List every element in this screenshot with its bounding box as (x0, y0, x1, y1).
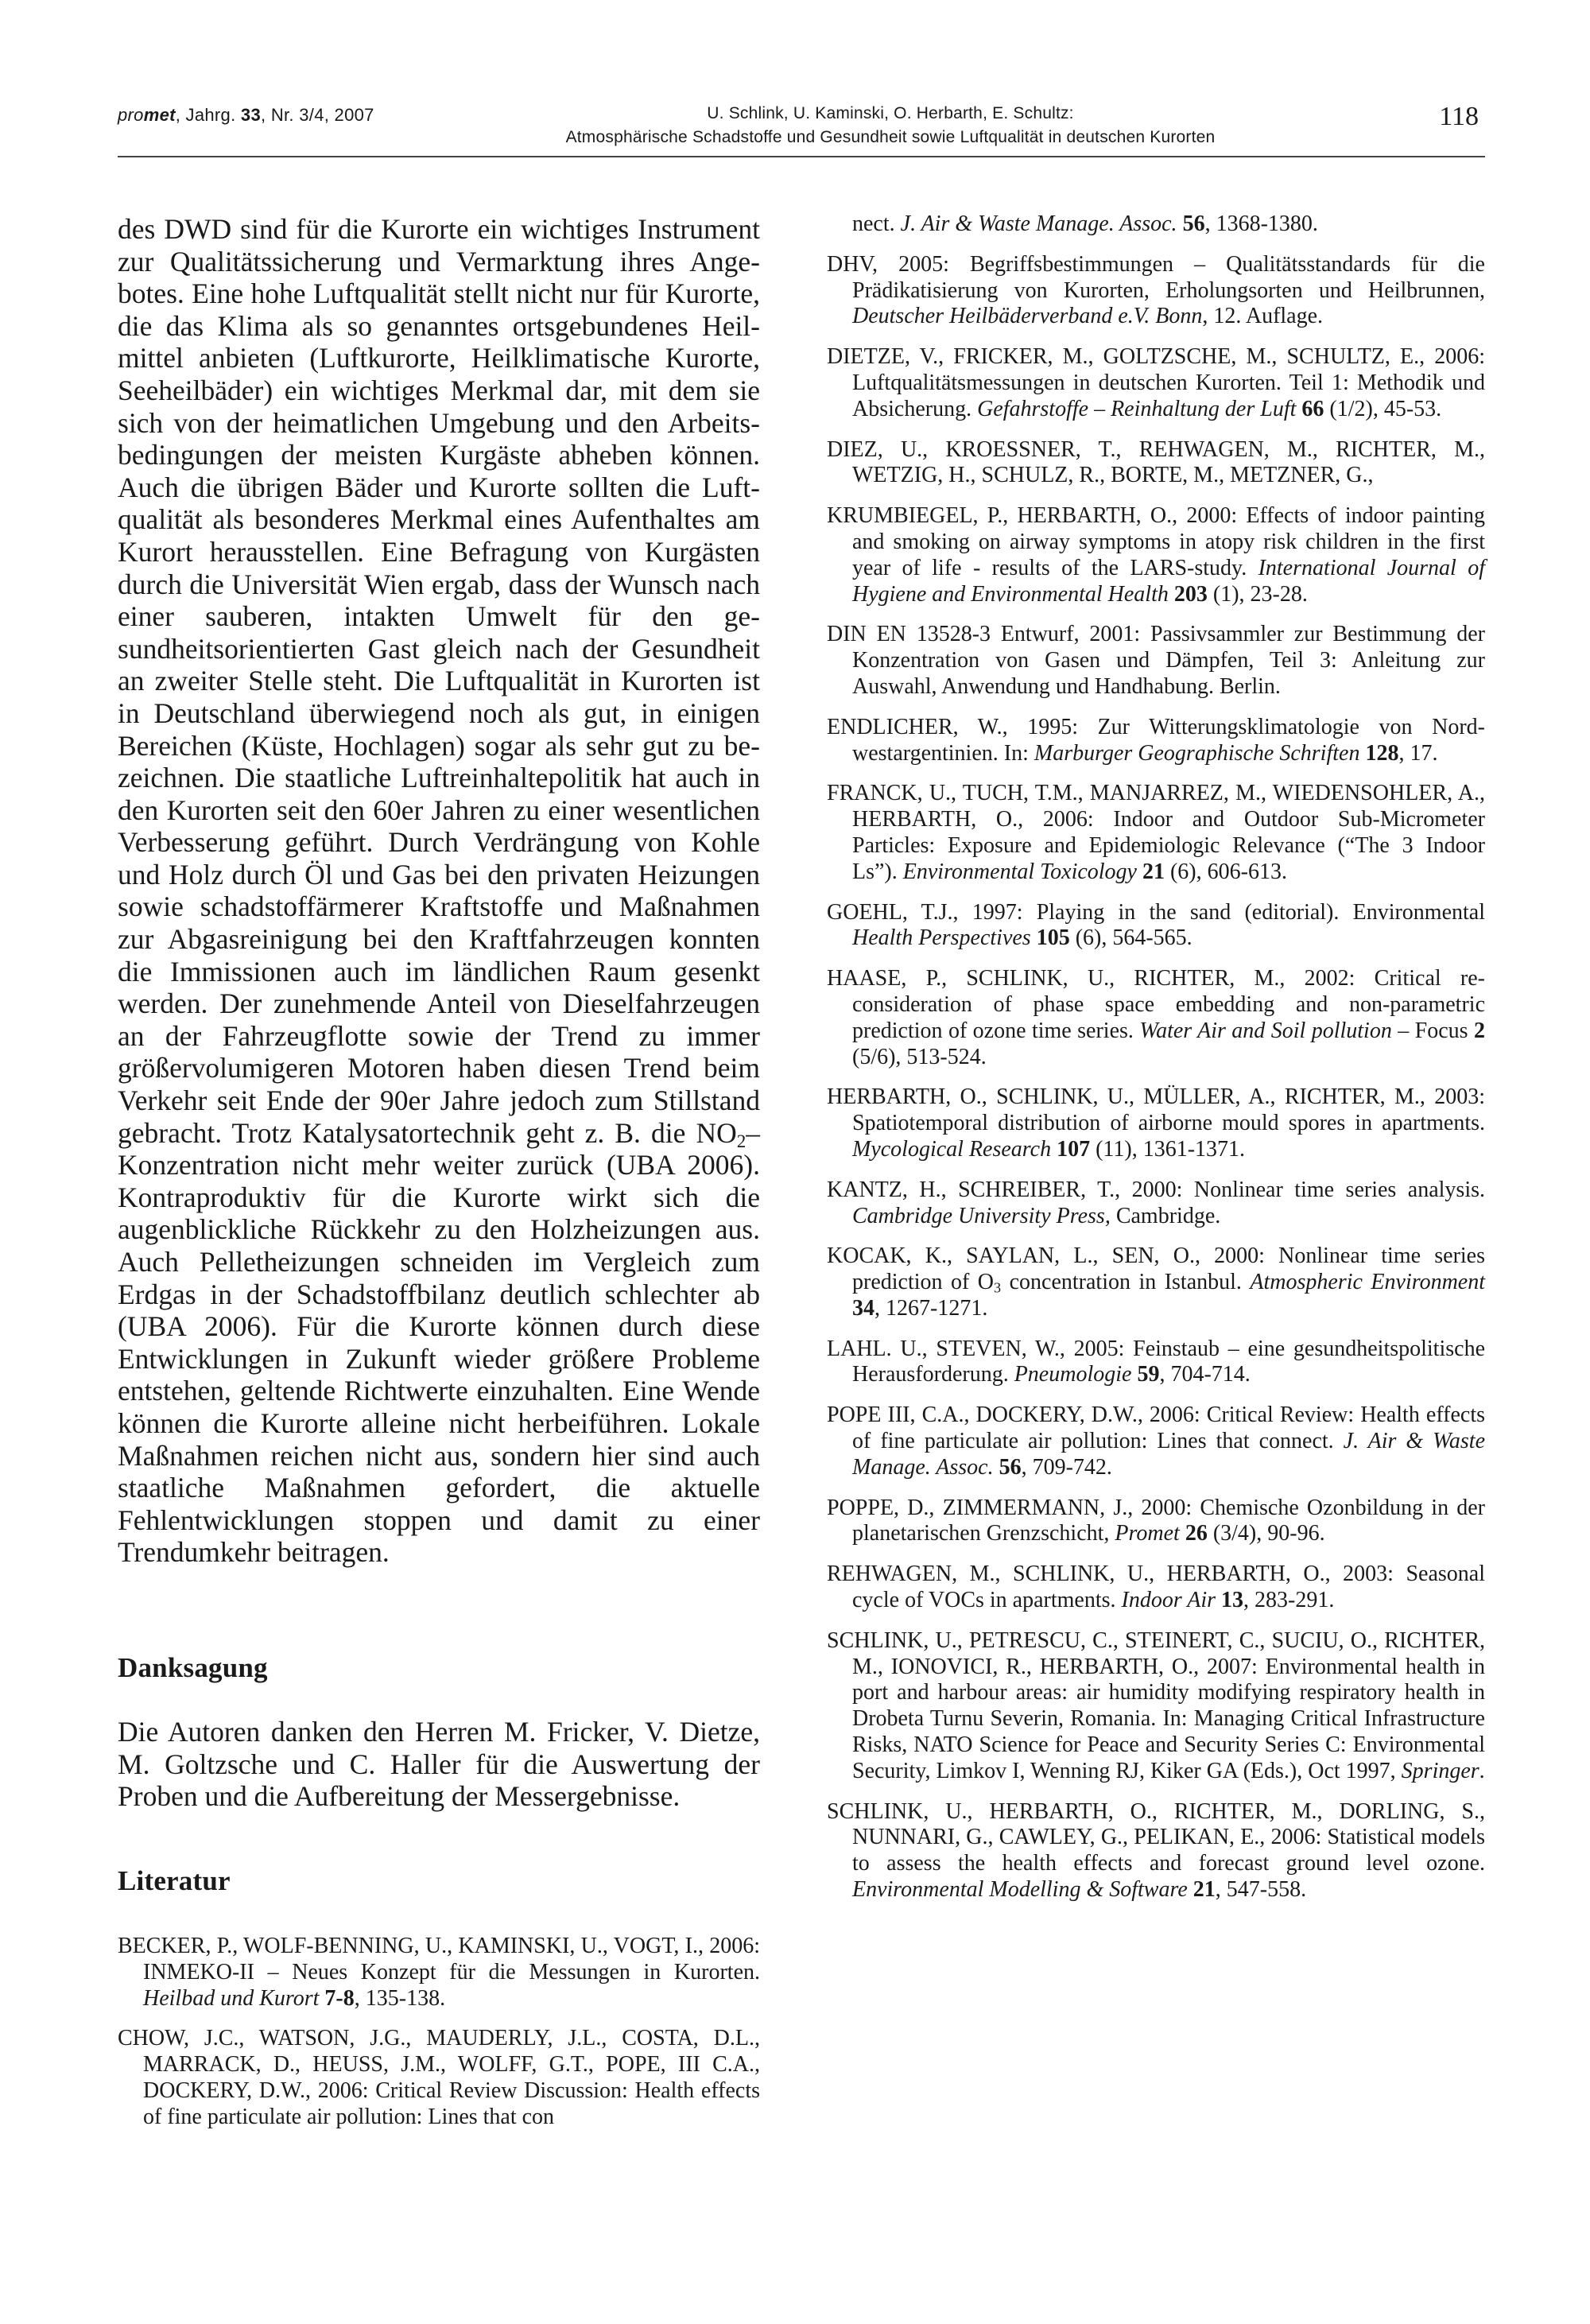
reference-item: BECKER, P., WOLF-BENNING, U., KAMINSKI, U., VOGT, I., 2006: INMEKO-II – Neues Konzept für die Messungen in Kurorten. Heilbad und Kurort 7-8, 135-138. (118, 1934, 760, 2011)
journal-name-met: met (143, 105, 176, 125)
right-column (827, 211, 1485, 1918)
section-heading-danksagung: Danksagung (118, 1652, 268, 1683)
reference-item: GOEHL, T.J., 1997: Playing in the sand (editorial). Environmental Health Perspectives 105 (6), 564-565. (827, 899, 1485, 951)
running-header-center (493, 102, 1288, 149)
reference-item: LAHL. U., STEVEN, W., 2005: Feinstaub – eine gesundheitspolitische Herausforderung. Pneumologie 59, 704-714. (827, 1336, 1485, 1387)
reference-item: KRUMBIEGEL, P., HERBARTH, O., 2000: Effects of indoor painting and smoking on airway symptoms in atopy risk children in the first year of life - results of the LARS-study. International Journal of Hygiene and Environmental Health 203 (1), 23-28. (827, 503, 1485, 607)
reference-item: FRANCK, U., TUCH, T.M., MANJARREZ, M., WIEDENSOHLER, A., HERBARTH, O., 2006: Indoor and Outdoor Sub-Micrometer Particles: Exposure and Epidemiologic Relevance (“The 3 Indoor Ls”). Environmental Toxicology 21 (6), 606-613. (827, 781, 1485, 884)
reference-item: KOCAK, K., SAYLAN, L., SEN, O., 2000: Nonlinear time series prediction of $O_3$ concentration in Istanbul. Atmospheric Environment 34, 1267-1271. (827, 1243, 1486, 1321)
reference-item-continued: nect. J. Air & Waste Manage. Assoc. 56, 1368-1380. (852, 211, 1318, 236)
journal-name-pro: pro (118, 105, 144, 125)
reference-item: HAASE, P., SCHLINK, U., RICHTER, M., 2002: Critical reconsideration of phase space embedding and non-parametric prediction of ozone time series. Water Air and Soil pollution – Focus 2 (5/6), 513-524. (827, 966, 1485, 1069)
running-header-journal (118, 105, 374, 126)
reference-item: DHV, 2005: Begriffsbestimmungen – Qualitätsstandards für die Prädikatisierung von Kurorten, Erholungsorten und Heilbrunnen, Deutscher Heilbäderverband e.V. Bonn, 12. Auflage. (827, 251, 1485, 329)
acknowledgement-paragraph: Die Autoren danken den Herren M. Fricker, V. Dietze, M. Goltzsche und C. Haller für die Auswertung der Proben und die Aufbereitung der Messergebnisse. (118, 1716, 760, 1813)
page-number: 118 (1439, 102, 1479, 131)
reference-item: SCHLINK, U., PETRESCU, C., STEINERT, C., SUCIU, O., RICHTER, M., IONOVICI, R., HERBARTH, O., 2007: Environmental health in port and harbour areas: air humidity modifying respiratory health in Drobeta Turnu Severin, Romania. In: Managing Critical Infrastructure Risks, NATO Science for Peace and Security Series C: Environmental Security, Limkov I, Wenning RJ, Kiker GA (Eds.), Oct 1997, Springer. (827, 1628, 1485, 1783)
reference-item: DIEZ, U., KROESSNER, T., REHWAGEN, M., RICHTER, M., WETZIG, H., SCHULZ, R., BORTE, M., METZNER, G., (827, 436, 1485, 488)
header-authors: U. Schlink, U. Kaminski, O. Herbarth, E. Schultz: (707, 104, 1074, 122)
reference-item: ENDLICHER, W., 1995: Zur Witterungsklimatologie von Nordwestargentinien. In: Marburger Geographische Schriften 128, 17. (827, 714, 1485, 766)
reference-item: HERBARTH, O., SCHLINK, U., MÜLLER, A., RICHTER, M., 2003: Spatiotemporal distribution of airborne mould spores in apartments. Mycological Research 107 (11), 1361-1371. (827, 1084, 1485, 1162)
reference-list-left (118, 1934, 760, 2145)
reference-item: DIETZE, V., FRICKER, M., GOLTZSCHE, M., SCHULTZ, E., 2006: Luftqualitätsmessungen in deutschen Kurorten. Teil 1: Methodik und Absicherung. Gefahrstoffe – Reinhaltung der Luft 66 (1/2), 45-53. (827, 344, 1485, 421)
reference-item: REHWAGEN, M., SCHLINK, U., HERBARTH, O., 2003: Seasonal cycle of VOCs in apartments. Indoor Air 13, 283-291. (827, 1562, 1485, 1613)
body-text-part-a: des DWD sind für die Kurorte ein wichtiges Instrument zur Qualitätssicherung und Vermarktung ihres Angebotes. Eine hohe Luftqualität stellt nicht nur für Kurorte, die das Klima als so genanntes ortsgebundenes Heilmittel anbieten (Luftkurorte, Heilklimatische Kurorte, Seeheilbäder) ein wichtiges Merkmal dar, mit dem sie sich von der heimatlichen Umgebung und den Arbeitsbedingungen der meisten Kurgäste abheben können. Auch die übrigen Bäder und Kurorte sollten die Luftqualität als besonderes Merkmal eines Aufenthaltes am Kurort herausstellen. Eine Befragung von Kurgästen durch die Universität Wien ergab, dass der Wunsch nach einer sauberen, intakten Umwelt für den gesundheitsorientierten Gast gleich nach der Gesundheit an zweiter Stelle steht. Die Luftqualität in Kurorten ist in Deutschland überwiegend noch als gut, in einigen Bereichen (Küste, Hochlagen) sogar als sehr gut zu bezeichnen. Die staatliche Luftreinhaltepolitik hat auch in den Kurorten seit den 60er Jahren zu einer wesentlichen Verbesserung geführt. Durch Verdrängung von Kohle und Holz durch Öl und Gas bei den privaten Heizungen sowie schadstoffärmerer Kraftstoffe und Maßnahmen zur Abgasreinigung bei den Kraftfahrzeugen konnten die Immissionen auch im ländlichen Raum gesenkt werden. Der zunehmende Anteil von Dieselfahrzeugen an der Fahrzeugflotte sowie der Trend zu immer größervolumigeren Motoren haben diesen Trend beim Verkehr seit Ende der 90er Jahre jedoch zum Stillstand gebracht. Trotz Katalysatortechnik geht z. B. die NO (118, 213, 760, 1149)
left-column (118, 213, 760, 2129)
journal-issue: , Nr. 3/4, 2007 (261, 105, 374, 125)
reference-item: POPPE, D., ZIMMERMANN, J., 2000: Chemische Ozonbildung in der planetarischen Grenzschicht, Promet 26 (3/4), 90-96. (827, 1495, 1485, 1546)
journal-volume: 33 (240, 105, 261, 125)
section-heading-literatur: Literatur (118, 1865, 231, 1896)
journal-year-label: , Jahrg. (175, 105, 241, 125)
no2-subscript: 2 (736, 1130, 747, 1151)
reference-item: SCHLINK, U., HERBARTH, O., RICHTER, M., DORLING, S., NUNNARI, G., CAWLEY, G., PELIKAN, E., 2006: Statistical models to assess the health effects and forecast ground level ozone. Environmental Modelling & Software 21, 547-558. (827, 1798, 1485, 1903)
reference-item: DIN EN 13528-3 Entwurf, 2001: Passivsammler zur Bestimmung der Konzentration von Gasen und Dämpfen, Teil 3: Anleitung zur Auswahl, Anwendung und Handhabung. Berlin. (827, 622, 1485, 699)
reference-item: CHOW, J.C., WATSON, J.G., MAUDERLY, J.L., COSTA, D.L., MARRACK, D., HEUSS, J.M., WOLFF, G.T., POPE, III C.A., DOCKERY, D.W., 2006: Critical Review Discussion: Health effects of fine particulate air pollution: Lines that con (118, 2026, 760, 2129)
header-rule (118, 156, 1485, 157)
body-text-part-b: –Konzentration nicht mehr weiter zurück (UBA 2006). Kontraproduktiv für die Kurorte wirkt sich die augenblickliche Rückkehr zu den Holzheizungen aus. Auch Pelletheizungen schneiden im Vergleich zum Erdgas in der Schadstoffbilanz deutlich schlechter ab (UBA 2006). Für die Kurorte können durch diese Entwicklungen in Zukunft wieder größere Probleme entstehen, geltende Richtwerte einzuhalten. Eine Wende können die Kurorte alleine nicht herbeiführen. Lokale Maßnahmen reichen nicht aus, sondern hier sind auch staatliche Maßnahmen gefordert, die aktuelle Fehlentwicklungen stoppen und damit zu einer Trendumkehr beitragen. (118, 1116, 760, 1569)
body-paragraph (118, 213, 760, 1569)
header-article-title: Atmosphärische Schadstoffe und Gesundheit sowie Luftqualität in deutschen Kurorten (565, 128, 1216, 146)
reference-item: KANTZ, H., SCHREIBER, T., 2000: Nonlinear time series analysis. Cambridge University Press, Cambridge. (827, 1177, 1485, 1228)
reference-item: POPE III, C.A., DOCKERY, D.W., 2006: Critical Review: Health effects of fine particulate air pollution: Lines that connect. J. Air & Waste Manage. Assoc. 56, 709-742. (827, 1403, 1485, 1480)
